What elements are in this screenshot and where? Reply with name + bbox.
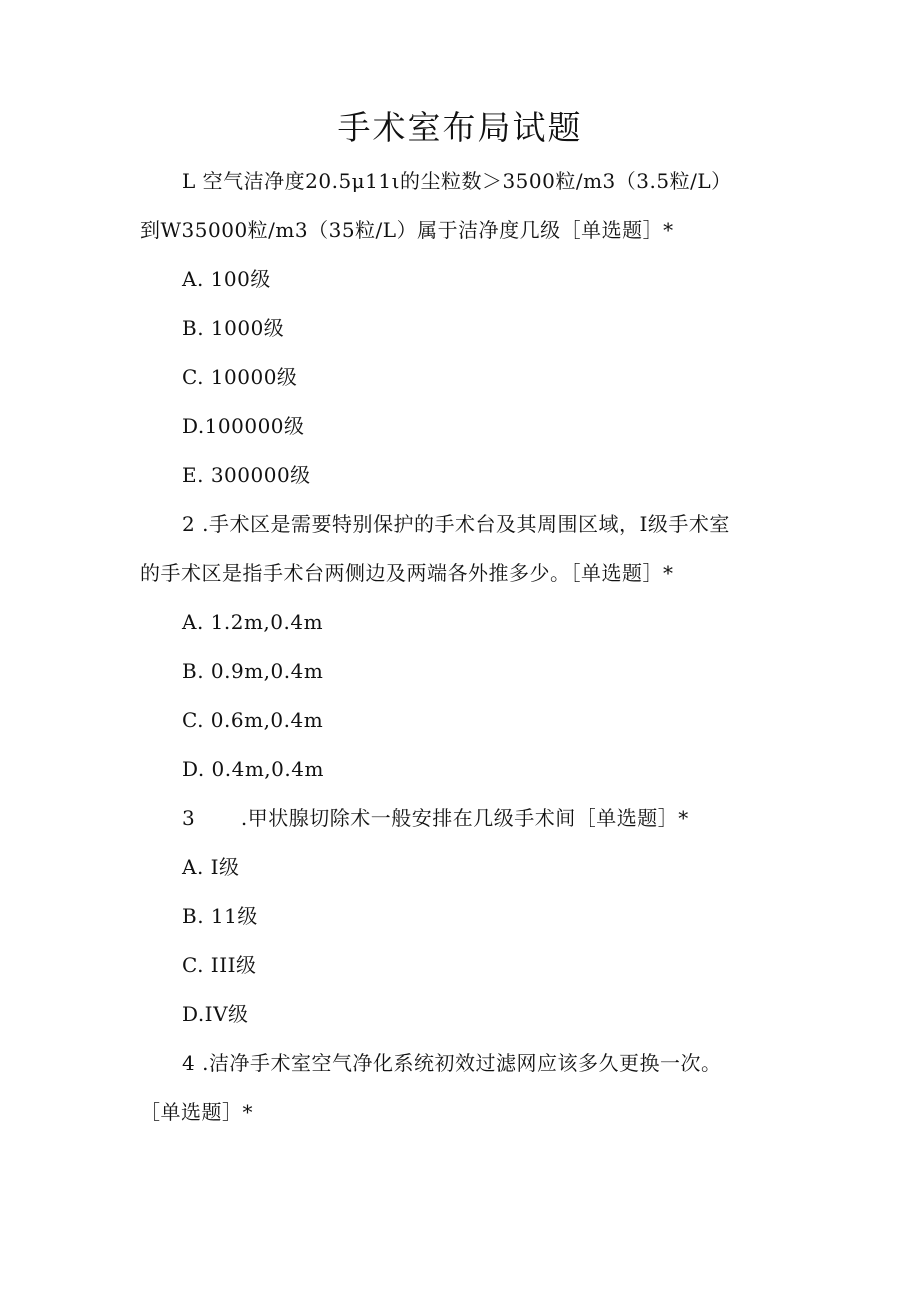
question-1-option-b[interactable]: B. 1000级 [182, 316, 285, 340]
question-2-text-2: 的手术区是指手术台两侧边及两端各外推多少。［单选题］* [140, 561, 674, 585]
question-3-line-1 [182, 803, 689, 833]
question-2-text-1: .手术区是需要特别保护的手术台及其周围区域，I级手术室 [202, 512, 730, 536]
question-1-option-d[interactable]: D.100000级 [182, 414, 305, 438]
question-2-line-1 [182, 509, 730, 539]
question-4-text-2: ［单选题］* [140, 1100, 253, 1124]
question-2-number: 2 [182, 512, 196, 536]
question-2-option-d[interactable]: D. 0.4m,0.4m [182, 757, 324, 781]
question-1-option-c[interactable]: C. 10000级 [182, 365, 298, 389]
question-3-number: 3 [182, 806, 196, 830]
page-title: 手术室布局试题 [337, 108, 583, 147]
question-1-text-2: 到W35000粒/m3（35粒/L）属于洁净度几级［单选题］* [140, 218, 674, 242]
question-3-option-b[interactable]: B. 11级 [182, 904, 258, 928]
question-2-option-c[interactable]: C. 0.6m,0.4m [182, 708, 324, 732]
question-1-text-1: 空气洁净度20.5μ11ι的尘粒数＞3500粒/m3（3.5粒/L） [202, 169, 732, 193]
question-4-text-1: .洁净手术室空气净化系统初效过滤网应该多久更换一次。 [202, 1051, 722, 1075]
question-2-option-a[interactable]: A. 1.2m,0.4m [182, 610, 324, 634]
question-4-line-1 [182, 1048, 721, 1078]
question-3-option-c[interactable]: C. III级 [182, 953, 257, 977]
question-1-line-1 [182, 166, 732, 196]
question-3-option-d[interactable]: D.IV级 [182, 1002, 249, 1026]
question-3-option-a[interactable]: A. I级 [182, 855, 240, 879]
question-1-number: L [182, 169, 196, 193]
question-4-number: 4 [182, 1051, 196, 1075]
question-2-option-b[interactable]: B. 0.9m,0.4m [182, 659, 324, 683]
question-1-option-e[interactable]: E. 300000级 [182, 463, 311, 487]
question-3-text-1: .甲状腺切除术一般安排在几级手术间［单选题］* [240, 806, 689, 830]
question-1-option-a[interactable]: A. 100级 [182, 267, 271, 291]
